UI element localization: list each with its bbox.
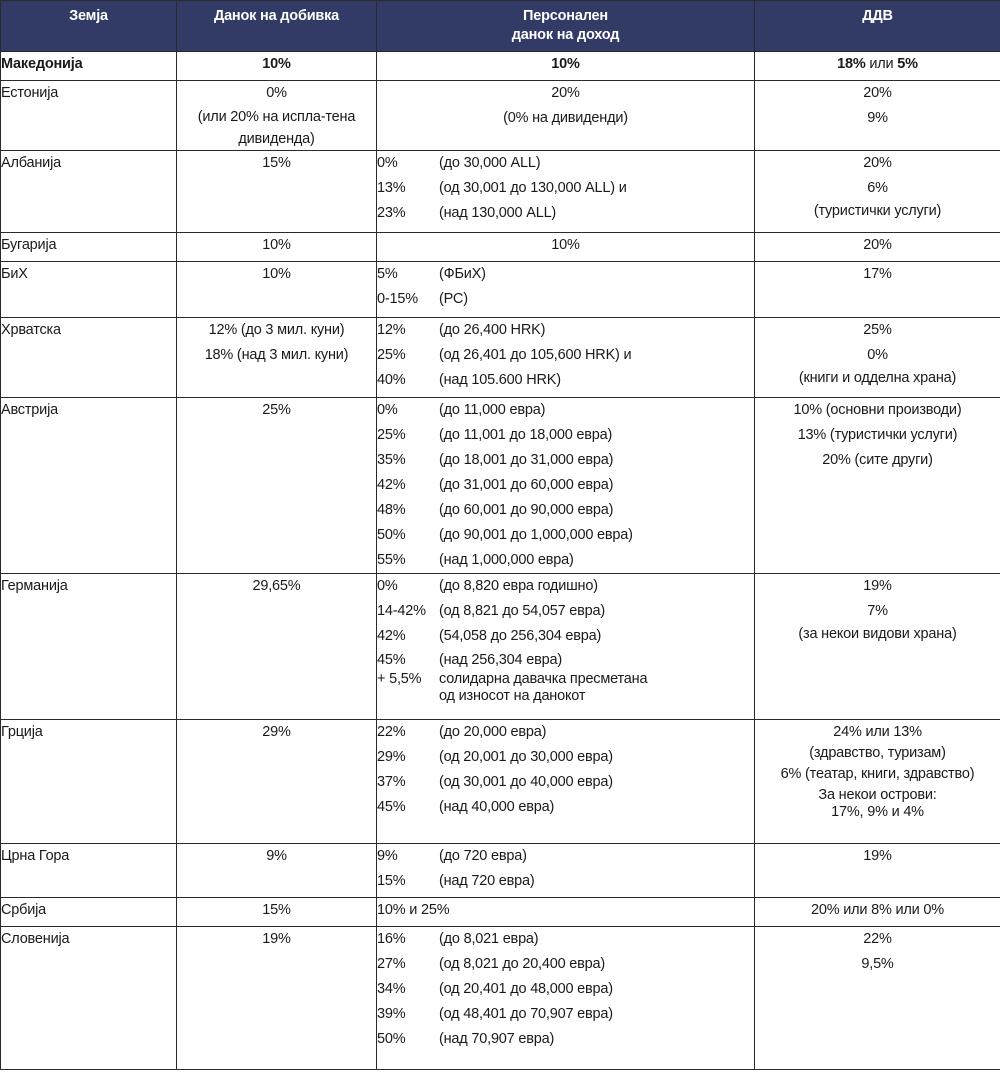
bracket-rate: 25%: [377, 347, 406, 363]
bracket-range: (над 105.600 HRK): [439, 372, 561, 388]
vat-part: 18%: [837, 56, 866, 72]
tax-bracket: [377, 977, 754, 1002]
tax-bracket: [377, 1027, 754, 1052]
vat-line: (книги и одделна храна): [798, 370, 957, 386]
bracket-range: (од 8,821 до 54,057 евра): [439, 603, 606, 619]
vat-line: 10% (основни производи): [793, 402, 962, 418]
bracket-rate: 48%: [377, 502, 406, 518]
country-cell: [1, 398, 177, 574]
vat-line: 17%: [863, 266, 892, 282]
bracket-range: [439, 671, 754, 705]
corporate-tax-line: 25%: [262, 402, 291, 418]
tax-bracket: [377, 287, 754, 312]
country-name: Србија: [1, 902, 47, 918]
country-name: Бугарија: [1, 237, 57, 253]
bracket-rate: 29%: [377, 749, 406, 765]
bracket-range: (над 130,000 ALL): [439, 205, 557, 221]
personal-tax-line: 20%: [551, 85, 580, 101]
corporate-tax-cell: [177, 720, 377, 844]
vat-cell: [755, 927, 1000, 1070]
corporate-tax-line: 18% (над 3 мил. куни): [204, 347, 349, 363]
header-country: Земја: [1, 1, 177, 52]
bracket-rate: 27%: [377, 956, 406, 972]
table-row: [1, 151, 1000, 233]
corporate-tax-cell: [177, 52, 377, 81]
tax-bracket: [377, 720, 754, 745]
tax-bracket: [377, 795, 754, 820]
bracket-rate: 55%: [377, 552, 406, 568]
corporate-tax-line: 10%: [262, 237, 291, 253]
personal-tax-cell: [377, 81, 755, 151]
tax-bracket: [377, 548, 754, 573]
bracket-rate: 25%: [377, 427, 406, 443]
bracket-range: (до 720 евра): [439, 848, 527, 864]
bracket-rate: 0%: [377, 155, 398, 171]
bracket-rate: 13%: [377, 180, 406, 196]
vat-line: 24% или 13%: [833, 724, 922, 740]
bracket-range: (над 70,907 евра): [439, 1031, 555, 1047]
bracket-rate: 23%: [377, 205, 406, 221]
corporate-tax-cell: [177, 898, 377, 927]
country-name: Германија: [1, 578, 68, 594]
vat-cell: [755, 318, 1000, 398]
bracket-range: (до 60,001 до 90,000 евра): [439, 502, 614, 518]
tax-bracket: [377, 201, 754, 226]
table-row: [1, 720, 1000, 844]
table-row: [1, 81, 1000, 151]
bracket-range: (од 20,401 до 48,000 евра): [439, 981, 613, 997]
bracket-range: (РС): [439, 291, 468, 307]
corporate-tax-line: 15%: [262, 902, 291, 918]
header-row: [1, 1, 1000, 52]
bracket-range: (до 11,001 до 18,000 евра): [439, 427, 613, 443]
vat-cell: [755, 52, 1000, 81]
tax-bracket: [377, 1002, 754, 1027]
bracket-range: (до 26,400 HRK): [439, 322, 546, 338]
tax-bracket: [377, 523, 754, 548]
country-cell: [1, 262, 177, 318]
vat-cell: [755, 81, 1000, 151]
corporate-tax-line: 10%: [262, 56, 291, 72]
bracket-range: (од 30,001 до 130,000 ALL) и: [439, 180, 627, 196]
tax-bracket: [377, 927, 754, 952]
header-corporate-tax: Данок на добивка: [177, 1, 377, 52]
bracket-rate: 9%: [377, 848, 398, 864]
vat-line: 25%: [863, 322, 892, 338]
bracket-rate: 0%: [377, 578, 398, 594]
vat-cell: [755, 398, 1000, 574]
tax-bracket: [377, 262, 754, 287]
bracket-range: (од 48,401 до 70,907 евра): [439, 1006, 613, 1022]
personal-tax-cell: [377, 927, 755, 1070]
bracket-rate: 15%: [377, 873, 406, 889]
bracket-range: (до 30,000 ALL): [439, 155, 541, 171]
country-cell: [1, 927, 177, 1070]
bracket-range: (ФБиХ): [439, 266, 486, 282]
vat-cell: [755, 898, 1000, 927]
personal-tax-cell: [377, 844, 755, 898]
bracket-range: (над 720 евра): [439, 873, 535, 889]
tax-bracket: [377, 671, 754, 705]
vat-line: 6%: [867, 180, 888, 196]
tax-bracket: [377, 176, 754, 201]
corporate-tax-cell: [177, 151, 377, 233]
vat-line: 20% (сите други): [822, 452, 933, 468]
country-cell: [1, 151, 177, 233]
vat-line: 20% или 8% или 0%: [811, 902, 944, 918]
country-name: Македонија: [1, 56, 83, 72]
country-cell: [1, 81, 177, 151]
corporate-tax-cell: [177, 233, 377, 262]
country-cell: [1, 898, 177, 927]
tax-bracket: [377, 498, 754, 523]
vat-cell: [755, 151, 1000, 233]
country-cell: [1, 52, 177, 81]
corporate-tax-cell: [177, 844, 377, 898]
bracket-rate: 35%: [377, 452, 406, 468]
bracket-rate: 34%: [377, 981, 406, 997]
header-line: данок на доход: [511, 27, 620, 43]
country-cell: [1, 574, 177, 720]
bracket-range: (до 8,820 евра годишно): [439, 578, 598, 594]
header-personal-income-tax-label: [512, 8, 620, 43]
header-personal-income-tax: [377, 1, 755, 52]
tax-bracket: [377, 423, 754, 448]
bracket-rate: 0-15%: [377, 291, 418, 307]
bracket-rate: 37%: [377, 774, 406, 790]
country-name: Хрватска: [1, 322, 61, 338]
bracket-rate: 45%: [377, 652, 406, 668]
vat-line: 20%: [863, 155, 892, 171]
vat-line: (туристички услуги): [813, 203, 942, 219]
tax-bracket: [377, 448, 754, 473]
vat-line: 20%: [863, 237, 892, 253]
bracket-rate: 12%: [377, 322, 406, 338]
country-cell: [1, 233, 177, 262]
table-row: [1, 898, 1000, 927]
table-row: [1, 318, 1000, 398]
corporate-tax-cell: [177, 398, 377, 574]
country-cell: [1, 844, 177, 898]
bracket-range: (до 90,001 до 1,000,000 евра): [439, 527, 633, 543]
bracket-rate: 22%: [377, 724, 406, 740]
bracket-rate: 39%: [377, 1006, 406, 1022]
country-cell: [1, 318, 177, 398]
vat-part: 5%: [897, 56, 918, 72]
corporate-tax-cell: [177, 262, 377, 318]
bracket-range: (до 31,001 до 60,000 евра): [439, 477, 614, 493]
corporate-tax-cell: [177, 81, 377, 151]
country-name: Словенија: [1, 931, 70, 947]
vat-line: 19%: [863, 848, 892, 864]
tax-bracket: [377, 745, 754, 770]
tax-bracket: [377, 770, 754, 795]
vat-line: 9,5%: [861, 956, 894, 972]
header-line: Персонален: [523, 8, 608, 24]
tax-bracket: [377, 343, 754, 368]
bracket-rate: + 5,5%: [377, 671, 422, 687]
bracket-range: (над 40,000 евра): [439, 799, 555, 815]
corporate-tax-cell: [177, 927, 377, 1070]
country-name: Грција: [1, 724, 43, 740]
table-row: [1, 52, 1000, 81]
corporate-tax-line: 0%: [266, 85, 287, 101]
vat-cell: [755, 720, 1000, 844]
bracket-range-line: од износот на данокот: [439, 688, 586, 704]
vat-line: 0%: [867, 347, 888, 363]
vat-line: 9%: [867, 110, 888, 126]
bracket-rate: 42%: [377, 628, 406, 644]
country-name: Естонија: [1, 85, 59, 101]
bracket-range: (над 1,000,000 евра): [439, 552, 574, 568]
bracket-range: (54,058 до 256,304 евра): [439, 628, 602, 644]
vat-cell: [755, 233, 1000, 262]
corporate-tax-line: 19%: [262, 931, 291, 947]
tax-bracket: [377, 952, 754, 977]
table-row: [1, 262, 1000, 318]
tax-bracket: [377, 624, 754, 649]
corporate-tax-line: 29,65%: [252, 578, 301, 594]
vat-cell: [755, 574, 1000, 720]
corporate-tax-cell: [177, 574, 377, 720]
bracket-range: (до 18,001 до 31,000 евра): [439, 452, 614, 468]
table-row: [1, 233, 1000, 262]
tax-bracket: [377, 649, 754, 671]
bracket-rate: 40%: [377, 372, 406, 388]
bracket-rate: 50%: [377, 527, 406, 543]
bracket-range: (до 8,021 евра): [439, 931, 539, 947]
bracket-rate: 5%: [377, 266, 398, 282]
tax-bracket: [377, 473, 754, 498]
bracket-range: (од 8,021 до 20,400 евра): [439, 956, 606, 972]
vat-line: 6% (театар, книги, здравство): [780, 766, 975, 782]
table-row: [1, 398, 1000, 574]
tax-bracket: [377, 574, 754, 599]
header-vat: ДДВ: [755, 1, 1000, 52]
vat-line: 17%, 9% и 4%: [831, 804, 924, 820]
vat-line: За некои острови:: [818, 787, 937, 803]
country-name: Албанија: [1, 155, 61, 171]
tax-bracket: [377, 368, 754, 393]
vat-line: 22%: [863, 931, 892, 947]
country-cell: [1, 720, 177, 844]
bracket-rate: 16%: [377, 931, 406, 947]
personal-tax-cell: [377, 574, 755, 720]
country-name: Црна Гора: [1, 848, 70, 864]
vat-line: [755, 52, 1000, 77]
bracket-range-line: солидарна давачка пресметана: [439, 671, 648, 687]
bracket-rate: 14-42%: [377, 603, 426, 619]
corporate-tax-line: 15%: [262, 155, 291, 171]
bracket-range: (над 256,304 евра): [439, 652, 562, 668]
personal-tax-line: 10%: [551, 56, 580, 72]
personal-tax-cell: [377, 262, 755, 318]
vat-line: 7%: [867, 603, 888, 619]
personal-tax-cell: [377, 898, 755, 927]
corporate-tax-line: 29%: [262, 724, 291, 740]
personal-tax-cell: [377, 398, 755, 574]
bracket-rate: 0%: [377, 402, 398, 418]
bracket-rate: 42%: [377, 477, 406, 493]
country-name: БиХ: [1, 266, 28, 282]
personal-tax-cell: [377, 52, 755, 81]
vat-cell: [755, 262, 1000, 318]
bracket-range: (од 20,001 до 30,000 евра): [439, 749, 613, 765]
tax-bracket: [377, 318, 754, 343]
bracket-rate: 45%: [377, 799, 406, 815]
corporate-tax-line: 12% (до 3 мил. куни): [208, 322, 345, 338]
tax-bracket: [377, 599, 754, 624]
personal-tax-line: 10% и 25%: [377, 902, 450, 918]
personal-tax-cell: [377, 233, 755, 262]
tax-bracket: [377, 398, 754, 423]
vat-line: 13% (туристички услуги): [797, 427, 958, 443]
vat-part: или: [865, 56, 898, 72]
vat-cell: [755, 844, 1000, 898]
corporate-tax-cell: [177, 318, 377, 398]
tax-bracket: [377, 869, 754, 894]
corporate-tax-line: 9%: [266, 848, 287, 864]
bracket-rate: 50%: [377, 1031, 406, 1047]
vat-line: (здравство, туризам): [809, 745, 946, 761]
personal-tax-cell: [377, 720, 755, 844]
personal-tax-line: 10%: [551, 237, 580, 253]
vat-line: (за некои видови храна): [798, 626, 957, 642]
personal-tax-cell: [377, 151, 755, 233]
country-name: Австрија: [1, 402, 58, 418]
vat-line: 19%: [863, 578, 892, 594]
personal-tax-line: (0% на дивиденди): [503, 110, 628, 126]
table-row: [1, 844, 1000, 898]
corporate-tax-line: 10%: [262, 266, 291, 282]
bracket-range: (до 20,000 евра): [439, 724, 547, 740]
bracket-range: (од 26,401 до 105,600 HRK) и: [439, 347, 632, 363]
tax-bracket: [377, 151, 754, 176]
corporate-tax-line: (или 20% на испла-тена: [197, 109, 356, 125]
bracket-range: (до 11,000 евра): [439, 402, 546, 418]
table-row: [1, 927, 1000, 1070]
table-row: [1, 574, 1000, 720]
corporate-tax-line: дивиденда): [238, 131, 315, 147]
vat-line: 20%: [863, 85, 892, 101]
tax-bracket: [377, 844, 754, 869]
personal-tax-cell: [377, 318, 755, 398]
bracket-range: (од 30,001 до 40,000 евра): [439, 774, 613, 790]
